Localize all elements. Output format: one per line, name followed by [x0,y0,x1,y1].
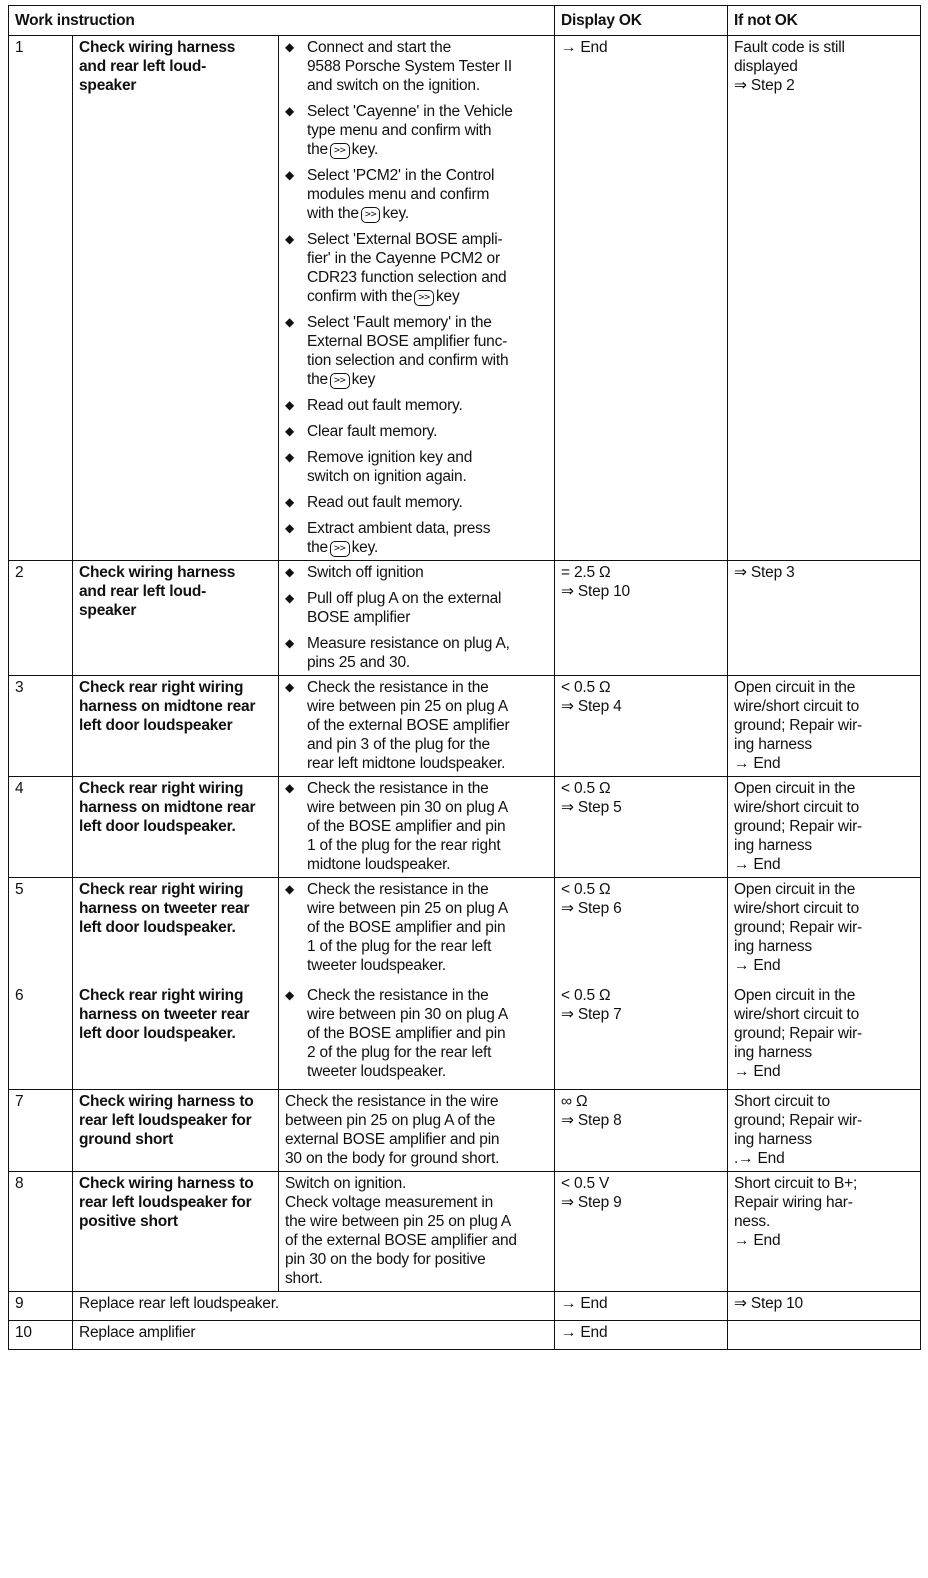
step-subject: Check wiring harness and rear left loud- speaker [73,36,279,561]
step-subject: Check wiring harness to rear left loudspeaker for ground short [73,1090,279,1172]
step-action: Replace amplifier [73,1321,555,1350]
step-action: Replace rear left loudspeaker. [73,1292,555,1321]
if-not-ok-value: ⇒ Step 3 [728,561,921,676]
step-subject: Check rear right wiring harness on tweeter rear left door loudspeaker. [79,881,250,936]
forward-key-icon: >> [330,143,350,159]
step-number: 4 [9,777,73,878]
step-number: 6 [15,987,24,1004]
bullet-icon: ◆ [285,636,295,650]
action-item: ◆ Check the resistance in the wire between pin 30 on plug A of the BOSE amplifier and pin 1 of the plug for the rear right midtone loudspeaker. [285,780,509,873]
step-subject: Check rear right wiring harness on tweeter rear left door loudspeaker. [79,987,250,1042]
table-row [9,676,921,777]
work-instruction-table [8,5,921,1350]
step-subject: Check rear right wiring harness on midtone rear left door loudspeaker [73,676,279,777]
header-work-instruction: Work instruction [9,6,555,36]
action-item: ◆ Check the resistance in the wire between pin 25 on plug A of the BOSE amplifier and pin 1 of the plug for the rear left tweeter loudspeaker. [285,881,509,974]
action-item: ◆ Check the resistance in the wire between pin 30 on plug A of the BOSE amplifier and pin 2 of the plug for the rear left tweeter loudspeaker. [285,987,509,1080]
step-number: 2 [9,561,73,676]
header-row [9,6,921,36]
action-item: ◆ Switch off ignition [285,564,424,581]
step-number-group [9,878,73,1090]
forward-key-icon: >> [330,373,350,389]
step-number: 5 [15,881,24,898]
action-item: ◆ Select 'Fault memory' in the External BOSE amplifier func- tion selection and confirm with the >> key [285,314,509,388]
table-row [9,1172,921,1292]
display-ok-value: < 0.5 Ω ⇒ Step 7 [561,987,622,1023]
table-row [9,777,921,878]
if-not-ok-group [728,878,921,1090]
step-actions [279,777,555,878]
bullet-icon: ◆ [285,232,295,246]
table-row [9,1292,921,1321]
action-item: ◆ Remove ignition key and switch on ignition again. [285,449,473,485]
step-number: 7 [9,1090,73,1172]
if-not-ok-value: Short circuit to B+; Repair wiring har- ness. → End [728,1172,921,1292]
if-not-ok-value [728,1321,921,1350]
forward-key-icon: >> [414,290,434,306]
step-actions [279,676,555,777]
step-number: 10 [9,1321,73,1350]
bullet-icon: ◆ [285,521,295,535]
action-item: ◆ Read out fault memory. [285,397,463,414]
forward-key-icon: >> [330,541,350,557]
step-number: 3 [9,676,73,777]
bullet-icon: ◆ [285,398,295,412]
action-item: ◆ Select 'Cayenne' in the Vehicle type menu and confirm with the >> key. [285,103,513,158]
step-actions-group [279,878,555,1090]
display-ok-value: → End [555,36,728,561]
display-ok-value: < 0.5 Ω ⇒ Step 4 [555,676,728,777]
if-not-ok-value: Open circuit in the wire/short circuit to ground; Repair wir- ing harness → End [734,987,863,1080]
step-subject: Check wiring harness to rear left loudspeaker for positive short [73,1172,279,1292]
step-subject-group [73,878,279,1090]
bullet-icon: ◆ [285,40,295,54]
display-ok-group [555,878,728,1090]
action-item: ◆ Pull off plug A on the external BOSE amplifier [285,590,502,626]
table-row [9,1090,921,1172]
step-actions [279,561,555,676]
display-ok-value: = 2.5 Ω ⇒ Step 10 [555,561,728,676]
bullet-icon: ◆ [285,450,295,464]
step-actions [279,36,555,561]
action-item: ◆ Measure resistance on plug A, pins 25 and 30. [285,635,510,671]
header-if-not-ok: If not OK [728,6,921,36]
if-not-ok-value: ⇒ Step 10 [728,1292,921,1321]
bullet-icon: ◆ [285,565,295,579]
forward-key-icon: >> [361,207,381,223]
table-row [9,561,921,676]
step-subject: Check wiring harness and rear left loud- speaker [73,561,279,676]
if-not-ok-value: Open circuit in the wire/short circuit to ground; Repair wir- ing harness → End [734,881,863,974]
bullet-icon: ◆ [285,680,295,694]
step-number: 9 [9,1292,73,1321]
display-ok-value: → End [555,1321,728,1350]
table-row [9,36,921,561]
if-not-ok-value: Short circuit to ground; Repair wir- ing harness .→ End [728,1090,921,1172]
action-item: ◆ Select 'PCM2' in the Control modules menu and confirm with the >> key. [285,167,495,222]
display-ok-value: → End [555,1292,728,1321]
step-action: Check the resistance in the wire between pin 25 on plug A of the external BOSE amplifier and pin 30 on the body for ground short. [279,1090,555,1172]
if-not-ok-value: Fault code is still displayed ⇒ Step 2 [728,36,921,561]
bullet-icon: ◆ [285,591,295,605]
display-ok-value: < 0.5 V ⇒ Step 9 [555,1172,728,1292]
bullet-icon: ◆ [285,424,295,438]
action-item: ◆ Select 'External BOSE ampli- fier' in the Cayenne PCM2 or CDR23 function selection and confirm with the >> key [285,231,507,305]
bullet-icon: ◆ [285,104,295,118]
bullet-icon: ◆ [285,315,295,329]
action-item: ◆ Clear fault memory. [285,423,438,440]
display-ok-value: ∞ Ω ⇒ Step 8 [555,1090,728,1172]
step-number: 8 [9,1172,73,1292]
if-not-ok-value: Open circuit in the wire/short circuit to ground; Repair wir- ing harness → End [728,777,921,878]
bullet-icon: ◆ [285,495,295,509]
action-item: ◆ Extract ambient data, press the >> key. [285,520,491,556]
bullet-icon: ◆ [285,988,295,1002]
bullet-icon: ◆ [285,781,295,795]
display-ok-value: < 0.5 Ω ⇒ Step 5 [555,777,728,878]
header-display-ok: Display OK [555,6,728,36]
table-row [9,878,921,1090]
step-action: Switch on ignition. Check voltage measurement in the wire between pin 25 on plug A of the external BOSE amplifier and pin 30 on the body for positive short. [279,1172,555,1292]
action-item: ◆ Read out fault memory. [285,494,463,511]
step-number: 1 [9,36,73,561]
table-row [9,1321,921,1350]
action-item: ◆ Check the resistance in the wire between pin 25 on plug A of the external BOSE amplifier and pin 3 of the plug for the rear left midtone loudspeaker. [285,679,510,772]
action-item: ◆ Connect and start the 9588 Porsche System Tester II and switch on the ignition. [285,39,512,94]
if-not-ok-value: Open circuit in the wire/short circuit to ground; Repair wir- ing harness → End [728,676,921,777]
bullet-icon: ◆ [285,882,295,896]
bullet-icon: ◆ [285,168,295,182]
step-subject: Check rear right wiring harness on midtone rear left door loudspeaker. [73,777,279,878]
display-ok-value: < 0.5 Ω ⇒ Step 6 [561,881,622,917]
